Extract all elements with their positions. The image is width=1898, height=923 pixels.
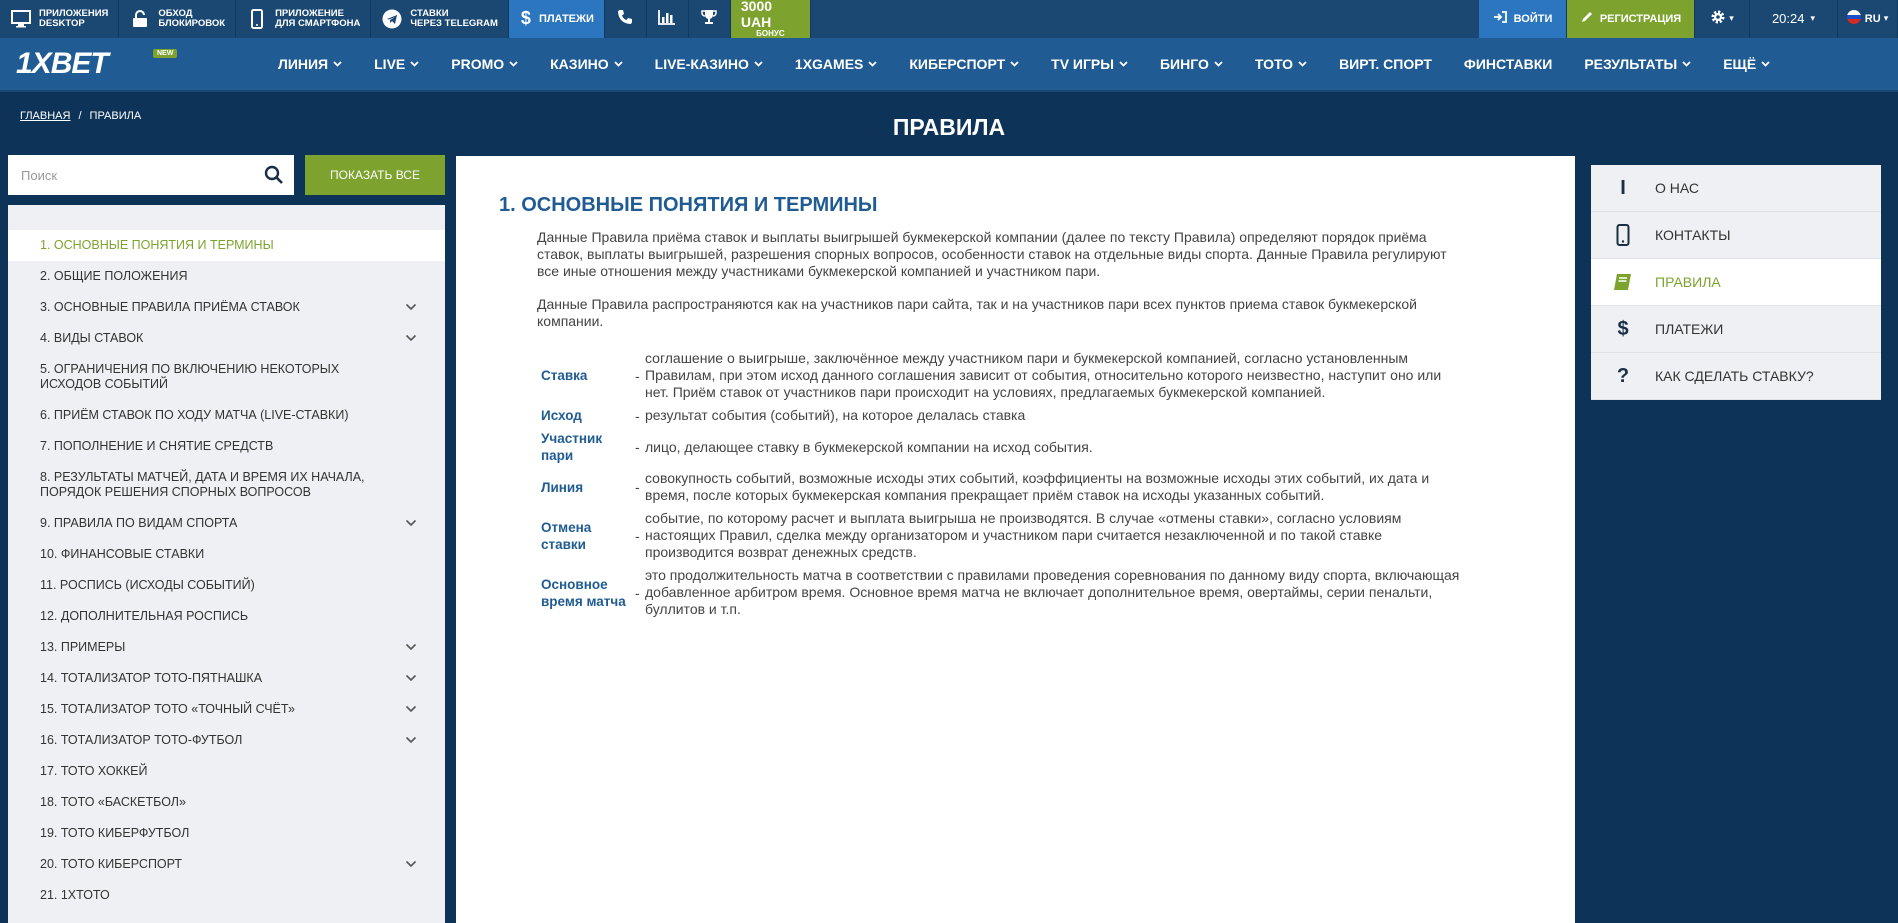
payments-link[interactable] xyxy=(509,0,605,38)
toc-item-label: 21. 1XТОТО xyxy=(40,888,110,902)
toc-item[interactable] xyxy=(8,462,445,508)
phone-icon xyxy=(1611,224,1635,246)
term-name: Ставка xyxy=(541,368,588,383)
chevron-down-icon[interactable] xyxy=(405,517,417,529)
dollar-icon: $ xyxy=(1617,317,1629,340)
payments-label: ПЛАТЕЖИ xyxy=(538,12,594,25)
chevron-down-icon xyxy=(1298,59,1307,70)
telegram-link[interactable] xyxy=(371,0,509,38)
nav-item[interactable] xyxy=(639,37,779,91)
toc-item[interactable] xyxy=(8,632,445,663)
nav-item[interactable] xyxy=(1239,37,1323,91)
rules-content xyxy=(456,156,1575,923)
term-name: Исход xyxy=(541,408,582,423)
telegram-line1: СТАВКИ xyxy=(410,7,449,19)
page-title: ПРАВИЛА xyxy=(892,114,1006,140)
language-dropdown[interactable] xyxy=(1838,0,1898,38)
unblock-line1: ОБХОД xyxy=(158,7,193,19)
toc-item-label: 5. ОГРАНИЧЕНИЯ ПО ВКЛЮЧЕНИЮ НЕКОТОРЫХ ИСХОДОВ СОБЫТИЙ xyxy=(40,362,340,391)
info-menu-label: КОНТАКТЫ xyxy=(1655,227,1731,243)
toc-item-label: 18. ТОТО «БАСКЕТБОЛ» xyxy=(40,795,186,809)
toc-item[interactable] xyxy=(8,354,445,400)
nav-item-label: ФИНСТАВКИ xyxy=(1463,56,1553,72)
trophy-button[interactable] xyxy=(689,0,731,38)
section-heading: 1. ОСНОВНЫЕ ПОНЯТИЯ И ТЕРМИНЫ xyxy=(499,194,878,216)
toc-item[interactable] xyxy=(8,880,445,911)
term-name: Отмена ставки xyxy=(541,519,592,552)
term-row xyxy=(537,567,1467,618)
nav-item[interactable] xyxy=(1707,37,1786,91)
toc-item[interactable] xyxy=(8,261,445,292)
term-dash: - xyxy=(635,439,640,455)
toc-item[interactable] xyxy=(8,292,445,323)
bonus-label: БОНУС xyxy=(756,29,785,38)
chevron-down-icon: ▾ xyxy=(1810,13,1816,24)
toc-item[interactable] xyxy=(8,570,445,601)
toc-item-label: 6. ПРИЁМ СТАВОК ПО ХОДУ МАТЧА (LIVE-СТАВКИ) xyxy=(40,408,349,422)
toc-item[interactable] xyxy=(8,849,445,880)
nav-item[interactable] xyxy=(779,37,893,91)
toc-item[interactable] xyxy=(8,663,445,694)
term-definition: это продолжительность матча в соответствии с правилами проведения соревнования по данному виду спорта, включающая добавленное арбитром время. Основное время матча не включает дополнительное время, овертаймы, серии пенальти, буллитов и т.п. xyxy=(645,567,1460,617)
breadcrumb-home[interactable]: ГЛАВНАЯ xyxy=(20,110,71,122)
nav-item[interactable] xyxy=(358,37,435,91)
nav-item[interactable] xyxy=(534,37,639,91)
nav-item-label: БИНГО xyxy=(1159,56,1209,72)
chevron-down-icon[interactable] xyxy=(405,672,417,684)
chevron-down-icon xyxy=(1214,59,1223,70)
info-menu-item[interactable] xyxy=(1591,353,1881,400)
register-icon xyxy=(1580,10,1594,27)
chevron-down-icon[interactable] xyxy=(405,641,417,653)
toc-item-label: 2. ОБЩИЕ ПОЛОЖЕНИЯ xyxy=(40,269,188,283)
info-menu-label: ПРАВИЛА xyxy=(1655,274,1721,290)
logo[interactable] xyxy=(0,37,250,91)
toc-item-label: 1. ОСНОВНЫЕ ПОНЯТИЯ И ТЕРМИНЫ xyxy=(40,238,274,252)
language-value: RU xyxy=(1864,12,1881,25)
toc-item-label: 4. ВИДЫ СТАВОК xyxy=(40,331,144,345)
bonus-button[interactable] xyxy=(731,0,811,38)
toc-item-label: 8. РЕЗУЛЬТАТЫ МАТЧЕЙ, ДАТА И ВРЕМЯ ИХ НАЧАЛА, ПОРЯДОК РЕШЕНИЯ СПОРНЫХ ВОПРОСОВ xyxy=(40,470,365,499)
nav-links xyxy=(262,37,1786,91)
smartphone-app-link[interactable] xyxy=(236,0,371,38)
trophy-icon xyxy=(700,9,718,28)
nav-item[interactable] xyxy=(1323,37,1448,91)
nav-item[interactable] xyxy=(262,37,358,91)
term-dash: - xyxy=(635,407,640,424)
book-icon xyxy=(1611,273,1635,291)
toc-item-label: 16. ТОТАЛИЗАТОР ТОТО-ФУТБОЛ xyxy=(40,733,243,747)
term-dash: - xyxy=(635,367,640,384)
nav-item-label: TV ИГРЫ xyxy=(1051,56,1114,72)
term-definition: результат события (событий), на которое делалась ставка xyxy=(645,407,1026,423)
nav-item-label: LIVE xyxy=(374,56,406,72)
chevron-down-icon xyxy=(1010,59,1019,70)
toc-item-label: 11. РОСПИСЬ (ИСХОДЫ СОБЫТИЙ) xyxy=(40,578,255,592)
chevron-down-icon xyxy=(1761,59,1770,70)
toc-item[interactable] xyxy=(8,787,445,818)
toc-item-label: 15. ТОТАЛИЗАТОР ТОТО «ТОЧНЫЙ СЧЁТ» xyxy=(40,702,295,716)
toc-item[interactable] xyxy=(8,230,445,261)
monitor-icon xyxy=(10,8,32,30)
nav-item-label: ЕЩЁ xyxy=(1723,56,1757,72)
info-menu xyxy=(1591,165,1881,400)
term-row xyxy=(537,470,1467,504)
toc-item[interactable] xyxy=(8,694,445,725)
toc-item[interactable] xyxy=(8,725,445,756)
bonus-amount: 3000 UAH xyxy=(740,0,773,30)
toc-item[interactable] xyxy=(8,431,445,462)
toc-item-label: 3. ОСНОВНЫЕ ПРАВИЛА ПРИЁМА СТАВОК xyxy=(40,300,300,314)
toc-item-label: 17. ТОТО ХОККЕЙ xyxy=(40,764,148,778)
chevron-down-icon[interactable] xyxy=(405,301,417,313)
main-nav xyxy=(0,38,1898,92)
chevron-down-icon xyxy=(1119,59,1128,70)
phone-button[interactable] xyxy=(605,0,647,38)
unblock-link[interactable] xyxy=(119,0,236,38)
rules-toc xyxy=(8,205,445,923)
desktop-apps-line1: ПРИЛОЖЕНИЯ xyxy=(39,7,109,19)
toc-item-label: 10. ФИНАНСОВЫЕ СТАВКИ xyxy=(40,547,205,561)
term-dash: - xyxy=(635,584,640,601)
nav-item[interactable] xyxy=(435,37,534,91)
info-menu-item[interactable] xyxy=(1591,165,1881,212)
search-input[interactable] xyxy=(21,168,261,183)
nav-item-label: КАЗИНО xyxy=(550,56,609,72)
info-menu-label: КАК СДЕЛАТЬ СТАВКУ? xyxy=(1655,368,1814,384)
nav-item[interactable] xyxy=(1035,37,1144,91)
nav-item-label: ВИРТ. СПОРТ xyxy=(1339,56,1432,72)
login-label: ВОЙТИ xyxy=(1513,12,1553,25)
chevron-down-icon xyxy=(1682,59,1691,70)
register-label: РЕГИСТРАЦИЯ xyxy=(1599,12,1682,25)
term-definition: совокупность событий, возможные исходы этих событий, коэффициенты на возможные исходы этих событий, их дата и время, после которых букмекерская компания прекращает приём ставок на исходы указанных событий. xyxy=(645,470,1430,503)
logo-text: 1XBET xyxy=(16,47,108,80)
time-value: 20:24 xyxy=(1771,10,1805,26)
toc-item-label: 19. ТОТО КИБЕРФУТБОЛ xyxy=(40,826,190,840)
chevron-down-icon[interactable] xyxy=(405,703,417,715)
toc-item-label: 9. ПРАВИЛА ПО ВИДАМ СПОРТА xyxy=(40,516,238,530)
toc-item[interactable] xyxy=(8,323,445,354)
question-icon: ? xyxy=(1616,364,1630,387)
info-menu-label: ПЛАТЕЖИ xyxy=(1655,321,1724,337)
smartphone-line1: ПРИЛОЖЕНИЕ xyxy=(275,7,344,19)
smartphone-icon xyxy=(246,8,268,30)
chevron-down-icon[interactable] xyxy=(405,332,417,344)
toc-item[interactable] xyxy=(8,508,445,539)
telegram-line2: ЧЕРЕЗ TELEGRAM xyxy=(410,18,498,29)
nav-item-label: КИБЕРСПОРТ xyxy=(909,56,1006,72)
toc-item[interactable] xyxy=(8,601,445,632)
search-box xyxy=(8,155,294,195)
term-row xyxy=(537,510,1467,561)
term-definition: событие, по которому расчет и выплата выигрыша не производятся. В случае «отмены ставки», согласно условиям настоящих Правил, сделка между организатором и участником пари считается незаключенной и по такой ставке производится возврат денежных средств. xyxy=(645,510,1402,560)
nav-item-label: РЕЗУЛЬТАТЫ xyxy=(1584,56,1678,72)
toc-item[interactable] xyxy=(8,756,445,787)
phone-icon xyxy=(617,9,633,28)
stats-button[interactable] xyxy=(647,0,689,38)
desktop-apps-line2: DESKTOP xyxy=(39,18,85,29)
bar-chart-icon xyxy=(658,9,676,28)
chevron-down-icon[interactable] xyxy=(405,858,417,870)
nav-item[interactable] xyxy=(893,37,1035,91)
unblock-line2: БЛОКИРОВОК xyxy=(158,18,226,29)
term-name: Основное время матча xyxy=(541,576,626,609)
term-dash: - xyxy=(635,479,640,495)
settings-dropdown[interactable] xyxy=(1695,0,1750,38)
chevron-down-icon[interactable] xyxy=(405,734,417,746)
info-icon: I xyxy=(1620,176,1626,199)
chevron-down-icon xyxy=(754,59,763,70)
nav-item[interactable] xyxy=(1568,37,1707,91)
nav-item-label: LIVE-КАЗИНО xyxy=(654,56,749,72)
chevron-down-icon xyxy=(868,59,877,70)
new-badge: NEW xyxy=(153,49,177,58)
toc-item[interactable] xyxy=(8,539,445,570)
login-icon xyxy=(1493,11,1507,26)
info-menu-item[interactable] xyxy=(1591,306,1881,353)
toc-item-label: 13. ПРИМЕРЫ xyxy=(40,640,126,654)
smartphone-line2: ДЛЯ СМАРТФОНА xyxy=(275,18,361,29)
toc-item-label: 14. ТОТАЛИЗАТОР ТОТО-ПЯТНАШКА xyxy=(40,671,263,685)
lock-icon xyxy=(129,8,151,30)
term-row xyxy=(537,430,1467,464)
top-bar xyxy=(0,0,1898,38)
top-bar-spacer xyxy=(811,0,1479,38)
nav-item[interactable] xyxy=(1448,37,1568,91)
time-dropdown[interactable] xyxy=(1750,0,1838,38)
term-definition: соглашение о выигрыше, заключённое между участником пари и букмекерской компанией, согласно установленным Правилам, при этом исход данного соглашения зависит от события, относительно которого неизвестно, наступит оно или нет. Приём ставок от участников пари происходит на условиях, предлагаемых букмекерской компанией. xyxy=(645,350,1442,400)
toc-item[interactable] xyxy=(8,400,445,431)
term-name: Линия xyxy=(541,479,584,495)
term-definition: лицо, делающее ставку в букмекерской компании на исход события. xyxy=(645,438,1093,455)
info-menu-label: О НАС xyxy=(1655,180,1700,196)
search-icon[interactable] xyxy=(264,165,284,185)
show-all-button[interactable]: ПОКАЗАТЬ ВСЕ xyxy=(305,155,445,195)
terms-table xyxy=(537,350,1467,618)
term-dash: - xyxy=(635,527,640,544)
intro-paragraph-2: Данные Правила распространяются как на участников пари сайта, так и на участников пари всех пунктов приема ставок букмекерской компании. xyxy=(537,296,1417,329)
intro-paragraph-1: Данные Правила приёма ставок и выплаты выигрышей букмекерской компании (далее по тексту Правила) определяют порядок приёма ставок, выплаты выигрышей, разрешения спорных вопросов, особенности ставок на отдельные виды спорта. Данные Правила регулируют все иные отношения между участниками букмекерской компанией и участником пари. xyxy=(537,229,1447,279)
toc-item-label: 12. ДОПОЛНИТЕЛЬНАЯ РОСПИСЬ xyxy=(40,609,249,623)
nav-item-label: ЛИНИЯ xyxy=(278,56,329,72)
chevron-down-icon: ▾ xyxy=(1883,13,1889,24)
chevron-down-icon xyxy=(614,59,623,70)
toc-item-label: 7. ПОПОЛНЕНИЕ И СНЯТИЕ СРЕДСТВ xyxy=(40,439,274,453)
breadcrumb-separator: / xyxy=(78,110,82,122)
nav-item-label: ТОТО xyxy=(1254,56,1294,72)
breadcrumb-current: ПРАВИЛА xyxy=(89,110,142,122)
term-row xyxy=(537,407,1467,424)
dollar-icon: $ xyxy=(520,8,531,29)
toc-item-label: 20. ТОТО КИБЕРСПОРТ xyxy=(40,857,183,871)
info-menu-item[interactable] xyxy=(1591,212,1881,259)
nav-item-label: 1XGAMES xyxy=(794,56,864,72)
chevron-down-icon xyxy=(410,59,419,70)
term-row xyxy=(537,350,1467,401)
desktop-apps-link[interactable] xyxy=(0,0,119,38)
chevron-down-icon xyxy=(509,59,518,70)
register-button[interactable] xyxy=(1567,0,1695,38)
chevron-down-icon xyxy=(333,59,342,70)
chevron-down-icon: ▾ xyxy=(1729,13,1734,24)
russia-flag-icon xyxy=(1847,10,1861,27)
login-button[interactable] xyxy=(1479,0,1567,38)
gear-icon xyxy=(1710,9,1726,28)
info-menu-item[interactable] xyxy=(1591,259,1881,306)
telegram-icon xyxy=(381,8,403,30)
toc-item[interactable] xyxy=(8,818,445,849)
nav-item-label: PROMO xyxy=(451,56,505,72)
term-name: Участник пари xyxy=(541,431,603,463)
nav-item[interactable] xyxy=(1144,37,1239,91)
